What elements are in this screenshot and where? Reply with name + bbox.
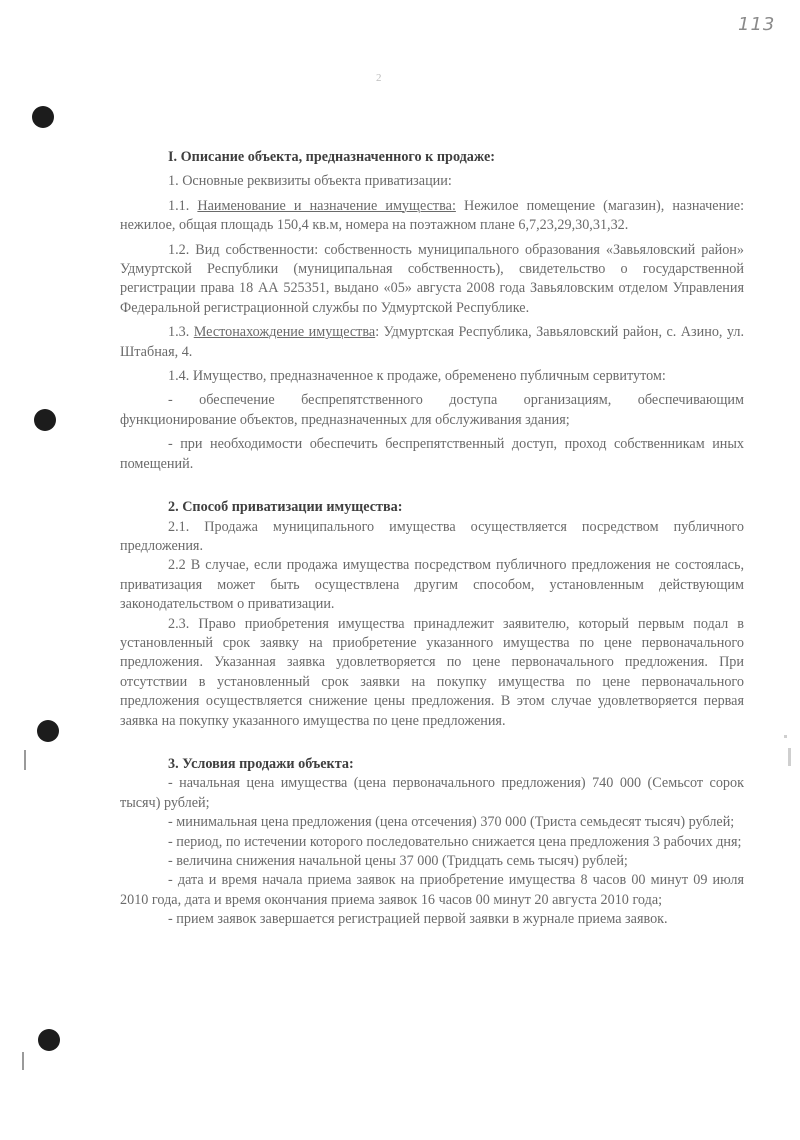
paragraph-1-4: 1.4. Имущество, предназначенное к продаже, обременено публичным сервитутом: [168, 368, 666, 385]
sale-condition-item: - дата и время начала приема заявок на приобретение имущества 8 часов 00 минут 09 июля 2010 года, дата и время окончания приема заявок 16 часов 00 минут 20 августа 2010 года; [120, 872, 744, 908]
paragraph-1-3 [120, 323, 744, 362]
page-number: 2 [376, 72, 382, 84]
paragraph-1-2: 1.2. Вид собственности: собственность муниципального образования «Завьяловский район» Удмуртской Республики (муниципальная собственность), свидетельство о государственной регистрации права 18 АА 525351, выдано «05» августа 2008 года Завьяловским отделом Управления Федеральной регистрационной службы по Удмуртской Республике. [120, 241, 744, 316]
binder-hole [34, 409, 56, 431]
scan-artifact [784, 735, 787, 738]
handwritten-page-number: 113 [738, 14, 776, 35]
sale-condition-item: - величина снижения начальной цены 37 000 (Тридцать семь тысяч) рублей; [168, 853, 628, 869]
field-label: Наименование и назначение имущества: [197, 197, 456, 214]
paragraph-text: Нежилое помещение (магазин), назначение: нежилое, общая площадь 150,4 кв.м, номера на поэтажном плане 6,7,23,29,30,31,32. [120, 197, 745, 234]
sale-condition-item: - начальная цена имущества (цена первоначального предложения) 740 000 (Семьсот сорок тысяч) рублей; [120, 775, 744, 811]
paragraph-number: 1.3. [168, 324, 194, 341]
sale-condition-item: - минимальная цена предложения (цена отсечения) 370 000 (Триста семьдесят тысяч) рублей; [168, 814, 735, 831]
scan-artifact [788, 748, 791, 766]
sale-condition-item: - период, по истечении которого последовательно снижается цена предложения 3 рабочих дня; [168, 833, 742, 850]
paragraph-1-1 [120, 197, 744, 236]
paragraph-2-2: 2.2 В случае, если продажа имущества посредством публичного предложения не состоялась, приватизация может быть осуществлена другим способом, установленным действующим законодательством о приватизации. [120, 557, 744, 613]
servitude-item: - обеспечение беспрепятственного доступа организациям, обеспечивающим функционирование объектов, предназначенных для обслуживания здания; [120, 392, 744, 428]
binder-hole [38, 1029, 60, 1051]
scan-artifact [24, 750, 26, 770]
paragraph-2-1: 2.1. Продажа муниципального имущества осуществляется посредством публичного предложения. [120, 518, 744, 554]
section-1-subheading: 1. Основные реквизиты объекта приватизации: [168, 173, 452, 190]
paragraph-text: : Удмуртская Республика, Завьяловский район, с. Азино, ул. Штабная, 4. [120, 324, 745, 360]
paragraph-2-3: 2.3. Право приобретения имущества принадлежит заявителю, который первым подал в установленный срок заявку на приобретение указанного имущества по цене первоначального предложения. Указанная заявка удовлетворяется по цене первоначального предложения. При отсутствии в установленный срок заявки на покупку имущества по цене первоначального предложения осуществляется снижение цены предложения. В этом случае удовлетворяется первая заявка на покупку указанного имущества по цене предложения. [120, 615, 744, 729]
paragraph-number: 1.1. [168, 197, 198, 214]
binder-hole [32, 106, 54, 128]
scan-artifact [22, 1052, 24, 1070]
section-2-heading: 2. Способ приватизации имущества: [168, 499, 403, 516]
servitude-item: - при необходимости обеспечить беспрепятственный доступ, проход собственникам иных помещений. [120, 436, 744, 472]
sale-condition-item: - прием заявок завершается регистрацией первой заявки в журнале приема заявок. [168, 911, 668, 928]
section-1-heading: I. Описание объекта, предназначенного к продаже: [168, 149, 496, 165]
field-label: Местонахождение имущества [193, 324, 376, 341]
section-3-heading: 3. Условия продажи объекта: [168, 755, 354, 772]
binder-hole [37, 720, 59, 742]
document-body [120, 148, 744, 930]
